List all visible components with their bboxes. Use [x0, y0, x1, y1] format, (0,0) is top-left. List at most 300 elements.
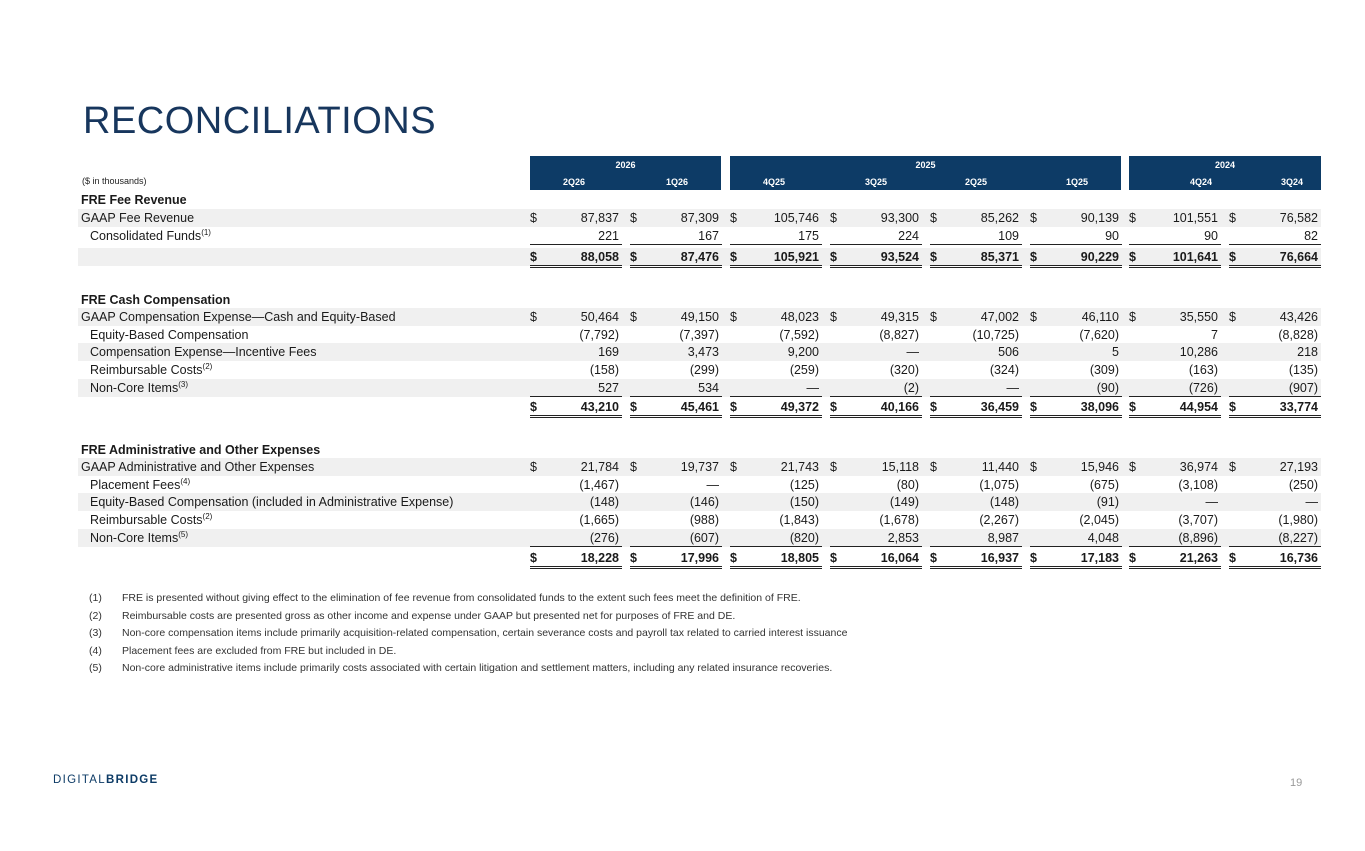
- footnote-ref: (4): [180, 477, 191, 486]
- value-cell: [630, 209, 722, 226]
- value-cell: [1129, 476, 1221, 493]
- currency-symbol: $: [1030, 460, 1037, 474]
- value-cell: [1030, 361, 1122, 378]
- section-heading-label: FRE Administrative and Other Expenses: [81, 443, 321, 457]
- value-cell: [530, 326, 622, 343]
- value-cell: [830, 308, 922, 325]
- cell-value: 48,023: [780, 310, 819, 324]
- quarter-label: 1Q25: [1065, 177, 1089, 187]
- footnote-number: (5): [89, 662, 102, 674]
- currency-symbol: $: [630, 211, 637, 225]
- cell-value: (299): [689, 363, 719, 377]
- footnote-number: (2): [89, 609, 102, 622]
- logo-text-part: DIGITAL: [53, 774, 106, 786]
- cell-value: (309): [1089, 363, 1119, 377]
- cell-value: 46,110: [1081, 310, 1119, 324]
- value-cell: [1030, 511, 1122, 528]
- currency-symbol: $: [830, 310, 837, 324]
- cell-value: (90): [1096, 381, 1119, 395]
- row-label-text: Consolidated Funds: [90, 229, 202, 243]
- cell-value: 221: [598, 229, 619, 243]
- currency-symbol: $: [630, 250, 637, 264]
- value-cell: [1129, 209, 1221, 226]
- total-value: 16,064: [880, 551, 919, 565]
- value-cell: [730, 326, 822, 343]
- row-label: [90, 345, 317, 359]
- value-cell: [1030, 227, 1122, 245]
- logo-text-part: BRIDGE: [105, 774, 159, 786]
- value-cell: [730, 458, 822, 475]
- value-cell: [830, 326, 922, 343]
- footnote-ref: (3): [178, 380, 189, 389]
- row-label: [90, 363, 212, 377]
- currency-symbol: $: [530, 400, 537, 414]
- cell-value: (148): [989, 495, 1019, 509]
- total-cell: [1030, 248, 1122, 268]
- page-title: RECONCILIATIONS: [83, 100, 437, 142]
- value-cell: [730, 209, 822, 226]
- value-cell: [530, 308, 622, 325]
- cell-value: (7,792): [579, 328, 619, 342]
- currency-symbol: $: [930, 250, 937, 264]
- value-cell: [530, 458, 622, 475]
- total-cell: [530, 398, 622, 418]
- cell-value: 36,974: [1179, 460, 1218, 474]
- value-cell: [1129, 227, 1221, 245]
- cell-value: (1,843): [779, 513, 819, 527]
- value-cell: [730, 361, 822, 378]
- currency-symbol: $: [1129, 310, 1136, 324]
- quarter-label: 4Q25: [762, 177, 786, 187]
- value-cell: [1229, 361, 1321, 378]
- total-cell: [530, 248, 622, 268]
- quarter-label: 3Q25: [864, 177, 888, 187]
- value-cell: [730, 343, 822, 360]
- footnote-ref: (2): [202, 512, 213, 521]
- footnote-text: Non-core compensation items include primarily acquisition-related compensation, certain severance costs and payroll tax related to carried interest issuance: [122, 627, 848, 639]
- total-cell: [830, 549, 922, 569]
- row-label: [90, 513, 212, 527]
- currency-symbol: $: [530, 460, 537, 474]
- total-value: 36,459: [980, 400, 1019, 414]
- currency-symbol: $: [930, 211, 937, 225]
- company-logo: [53, 774, 159, 786]
- total-cell: [930, 248, 1022, 268]
- total-value: 38,096: [1080, 400, 1119, 414]
- value-cell: [1229, 379, 1321, 397]
- currency-symbol: $: [830, 250, 837, 264]
- row-label-text: GAAP Administrative and Other Expenses: [81, 460, 315, 474]
- value-cell: [630, 308, 722, 325]
- currency-symbol: $: [1030, 551, 1037, 565]
- value-cell: [730, 511, 822, 528]
- value-cell: [1229, 227, 1321, 245]
- cell-value: 167: [698, 229, 719, 243]
- cell-value: 19,737: [680, 460, 719, 474]
- year-header-2025: [730, 156, 1121, 190]
- cell-value: 105,746: [773, 211, 819, 225]
- cell-value: —: [706, 478, 719, 492]
- total-cell: [1229, 248, 1321, 268]
- cell-value: (8,896): [1178, 531, 1218, 545]
- row-label-text: Reimbursable Costs: [90, 513, 203, 527]
- total-value: 43,210: [580, 400, 619, 414]
- cell-value: (320): [889, 363, 919, 377]
- cell-value: 109: [998, 229, 1019, 243]
- value-cell: [530, 511, 622, 528]
- cell-value: 76,582: [1279, 211, 1318, 225]
- value-cell: [1129, 529, 1221, 547]
- currency-symbol: $: [1030, 400, 1037, 414]
- total-cell: [1129, 398, 1221, 418]
- table-row: [78, 511, 1321, 529]
- row-label: [81, 211, 194, 225]
- value-cell: [630, 326, 722, 343]
- value-cell: [930, 326, 1022, 343]
- value-cell: [630, 379, 722, 397]
- cell-value: 101,551: [1172, 211, 1218, 225]
- value-cell: [730, 379, 822, 397]
- value-cell: [830, 458, 922, 475]
- value-cell: [930, 458, 1022, 475]
- units-label: ($ in thousands): [82, 176, 147, 186]
- cell-value: (158): [589, 363, 619, 377]
- cell-value: (8,227): [1278, 531, 1318, 545]
- total-cell: [830, 248, 922, 268]
- total-cell: [730, 248, 822, 268]
- year-label: 2024: [1214, 160, 1236, 170]
- cell-value: (8,827): [879, 328, 919, 342]
- section-heading: [78, 291, 1321, 309]
- cell-value: 90,139: [1080, 211, 1119, 225]
- cell-value: 9,200: [787, 345, 819, 359]
- page-number: 19: [1290, 777, 1303, 789]
- value-cell: [1229, 209, 1321, 226]
- value-cell: [1030, 529, 1122, 547]
- cell-value: —: [906, 345, 919, 359]
- section-heading: [78, 191, 1321, 209]
- total-value: 17,996: [680, 551, 719, 565]
- currency-symbol: $: [1129, 250, 1136, 264]
- cell-value: 27,193: [1279, 460, 1318, 474]
- cell-value: 50,464: [580, 310, 619, 324]
- table-row: [78, 308, 1321, 326]
- total-row: [78, 398, 1321, 416]
- row-label-text: Non-Core Items: [90, 531, 179, 545]
- cell-value: (3,108): [1178, 478, 1218, 492]
- currency-symbol: $: [930, 551, 937, 565]
- row-label-text: GAAP Fee Revenue: [81, 211, 195, 225]
- cell-value: —: [1305, 495, 1318, 509]
- section-heading-label: FRE Fee Revenue: [81, 193, 187, 207]
- currency-symbol: $: [1229, 551, 1236, 565]
- footnote-text: Non-core administrative items include primarily costs associated with certain litigation and settlement matters, including any related insurance recoveries.: [122, 662, 833, 674]
- currency-symbol: $: [730, 400, 737, 414]
- value-cell: [630, 227, 722, 245]
- value-cell: [930, 379, 1022, 397]
- cell-value: 87,309: [680, 211, 719, 225]
- currency-symbol: $: [930, 400, 937, 414]
- value-cell: [1129, 343, 1221, 360]
- value-cell: [1030, 308, 1122, 325]
- footnote-text: Placement fees are excluded from FRE but included in DE.: [122, 644, 397, 657]
- cell-value: (8,828): [1278, 328, 1318, 342]
- value-cell: [930, 308, 1022, 325]
- cell-value: (2): [903, 381, 919, 395]
- cell-value: —: [806, 381, 819, 395]
- value-cell: [830, 209, 922, 226]
- total-cell: [930, 398, 1022, 418]
- section-heading: [78, 441, 1321, 459]
- currency-symbol: $: [1030, 211, 1037, 225]
- cell-value: (1,665): [579, 513, 619, 527]
- cell-value: 7: [1211, 328, 1218, 342]
- cell-value: (259): [789, 363, 819, 377]
- currency-symbol: $: [630, 551, 637, 565]
- total-value: 90,229: [1080, 250, 1119, 264]
- currency-symbol: $: [1129, 211, 1136, 225]
- cell-value: 11,440: [981, 460, 1019, 474]
- total-value: 49,372: [780, 400, 819, 414]
- value-cell: [830, 343, 922, 360]
- table-row: [78, 529, 1321, 547]
- cell-value: 47,002: [980, 310, 1019, 324]
- cell-value: (10,725): [972, 328, 1019, 342]
- value-cell: [730, 227, 822, 245]
- total-row: [78, 549, 1321, 567]
- quarter-label: 2Q25: [964, 177, 988, 187]
- table-row: [78, 343, 1321, 361]
- cell-value: (1,678): [879, 513, 919, 527]
- value-cell: [930, 476, 1022, 493]
- cell-value: (675): [1089, 478, 1119, 492]
- currency-symbol: $: [1229, 400, 1236, 414]
- value-cell: [630, 361, 722, 378]
- total-cell: [1030, 398, 1122, 418]
- currency-symbol: $: [830, 551, 837, 565]
- table-row: [78, 458, 1321, 476]
- value-cell: [530, 343, 622, 360]
- table-row: [78, 493, 1321, 511]
- total-cell: [530, 549, 622, 569]
- value-cell: [530, 493, 622, 510]
- total-value: 85,371: [980, 250, 1019, 264]
- value-cell: [730, 308, 822, 325]
- total-value: 40,166: [880, 400, 919, 414]
- total-value: 16,736: [1279, 551, 1318, 565]
- table-row: [78, 209, 1321, 227]
- total-value: 17,183: [1080, 551, 1119, 565]
- currency-symbol: $: [1030, 250, 1037, 264]
- cell-value: 8,987: [987, 531, 1019, 545]
- footnote-text: FRE is presented without giving effect to the elimination of fee revenue from consolidated funds to the extent such fees meet the definition of FRE.: [122, 592, 801, 604]
- total-value: 33,774: [1279, 400, 1318, 414]
- currency-symbol: $: [830, 400, 837, 414]
- cell-value: 175: [798, 229, 819, 243]
- quarter-label: 3Q24: [1280, 177, 1304, 187]
- value-cell: [1229, 343, 1321, 360]
- value-cell: [830, 227, 922, 245]
- value-cell: [1030, 458, 1122, 475]
- cell-value: 3,473: [687, 345, 719, 359]
- cell-value: (7,620): [1079, 328, 1119, 342]
- value-cell: [630, 476, 722, 493]
- currency-symbol: $: [830, 460, 837, 474]
- quarter-label: 1Q26: [665, 177, 689, 187]
- cell-value: (1,980): [1278, 513, 1318, 527]
- cell-value: 87,837: [580, 211, 619, 225]
- currency-symbol: $: [730, 460, 737, 474]
- section-heading-label: FRE Cash Compensation: [81, 293, 231, 307]
- row-label-text: Compensation Expense—Incentive Fees: [90, 345, 317, 359]
- value-cell: [1229, 458, 1321, 475]
- currency-symbol: $: [730, 250, 737, 264]
- value-cell: [1129, 458, 1221, 475]
- cell-value: 35,550: [1179, 310, 1218, 324]
- total-value: 18,805: [780, 551, 819, 565]
- value-cell: [1030, 379, 1122, 397]
- currency-symbol: $: [930, 460, 937, 474]
- cell-value: 169: [598, 345, 619, 359]
- value-cell: [530, 209, 622, 226]
- value-cell: [930, 529, 1022, 547]
- value-cell: [630, 511, 722, 528]
- cell-value: (7,397): [679, 328, 719, 342]
- cell-value: 93,300: [880, 211, 919, 225]
- footnote-number: (3): [89, 627, 102, 639]
- currency-symbol: $: [930, 310, 937, 324]
- cell-value: (988): [689, 513, 719, 527]
- currency-symbol: $: [530, 211, 537, 225]
- value-cell: [630, 529, 722, 547]
- value-cell: [630, 493, 722, 510]
- table-row: [78, 379, 1321, 397]
- value-cell: [1229, 308, 1321, 325]
- total-value: 16,937: [980, 551, 1019, 565]
- quarter-label: 2Q26: [562, 177, 586, 187]
- currency-symbol: $: [730, 551, 737, 565]
- cell-value: (146): [689, 495, 719, 509]
- total-cell: [730, 398, 822, 418]
- currency-symbol: $: [530, 310, 537, 324]
- currency-symbol: $: [1129, 400, 1136, 414]
- cell-value: (1,075): [979, 478, 1019, 492]
- cell-value: 218: [1297, 345, 1318, 359]
- currency-symbol: $: [830, 211, 837, 225]
- cell-value: (91): [1096, 495, 1119, 509]
- value-cell: [1129, 493, 1221, 510]
- value-cell: [930, 343, 1022, 360]
- total-cell: [630, 549, 722, 569]
- cell-value: (148): [589, 495, 619, 509]
- currency-symbol: $: [630, 400, 637, 414]
- row-label-text: GAAP Compensation Expense—Cash and Equity-Based: [81, 310, 396, 324]
- year-label: 2026: [615, 160, 636, 170]
- cell-value: 21,784: [580, 460, 619, 474]
- total-value: 76,664: [1279, 250, 1318, 264]
- value-cell: [1229, 326, 1321, 343]
- cell-value: (2,267): [979, 513, 1019, 527]
- value-cell: [830, 476, 922, 493]
- cell-value: 21,743: [780, 460, 819, 474]
- cell-value: 5: [1112, 345, 1119, 359]
- currency-symbol: $: [530, 250, 537, 264]
- total-value: 93,524: [880, 250, 919, 264]
- year-header-2024: [1129, 156, 1321, 190]
- cell-value: (7,592): [779, 328, 819, 342]
- year-header-2026: [530, 156, 721, 190]
- cell-value: 506: [998, 345, 1019, 359]
- cell-value: (163): [1188, 363, 1218, 377]
- value-cell: [630, 343, 722, 360]
- cell-value: (1,467): [579, 478, 619, 492]
- cell-value: (250): [1288, 478, 1318, 492]
- value-cell: [1129, 326, 1221, 343]
- total-cell: [630, 248, 722, 268]
- value-cell: [630, 458, 722, 475]
- currency-symbol: $: [1229, 250, 1236, 264]
- value-cell: [730, 476, 822, 493]
- table-row: [78, 227, 1321, 245]
- value-cell: [930, 209, 1022, 226]
- row-label-text: Equity-Based Compensation (included in Administrative Expense): [90, 495, 454, 509]
- row-label: [90, 381, 188, 395]
- footnote-ref: (2): [202, 362, 213, 371]
- cell-value: (276): [589, 531, 619, 545]
- currency-symbol: $: [1229, 310, 1236, 324]
- table-row: [78, 476, 1321, 494]
- footnote-ref: (1): [201, 228, 211, 237]
- table-row: [78, 326, 1321, 344]
- row-label: [90, 478, 190, 492]
- cell-value: (607): [689, 531, 719, 545]
- value-cell: [1030, 326, 1122, 343]
- cell-value: (726): [1188, 381, 1218, 395]
- value-cell: [730, 493, 822, 510]
- total-value: 105,921: [773, 250, 819, 264]
- currency-symbol: $: [630, 460, 637, 474]
- row-label: [81, 460, 314, 474]
- footnote-number: (1): [89, 592, 102, 604]
- cell-value: 49,315: [880, 310, 919, 324]
- total-cell: [1129, 248, 1221, 268]
- table-row: [78, 361, 1321, 379]
- value-cell: [930, 493, 1022, 510]
- cell-value: 49,150: [680, 310, 719, 324]
- total-cell: [730, 549, 822, 569]
- value-cell: [1129, 361, 1221, 378]
- total-value: 88,058: [580, 250, 619, 264]
- cell-value: 85,262: [980, 211, 1019, 225]
- cell-value: 43,426: [1279, 310, 1318, 324]
- value-cell: [830, 379, 922, 397]
- value-cell: [1229, 476, 1321, 493]
- total-cell: [630, 398, 722, 418]
- cell-value: —: [1006, 381, 1019, 395]
- row-label-text: Equity-Based Compensation: [90, 328, 249, 342]
- cell-value: 15,946: [1080, 460, 1119, 474]
- currency-symbol: $: [730, 211, 737, 225]
- cell-value: (80): [896, 478, 919, 492]
- currency-symbol: $: [1030, 310, 1037, 324]
- row-label-text: Non-Core Items: [90, 381, 179, 395]
- cell-value: (3,707): [1178, 513, 1218, 527]
- year-label: 2025: [915, 160, 936, 170]
- cell-value: 90: [1105, 229, 1119, 243]
- currency-symbol: $: [1229, 460, 1236, 474]
- value-cell: [1030, 493, 1122, 510]
- cell-value: 10,286: [1179, 345, 1218, 359]
